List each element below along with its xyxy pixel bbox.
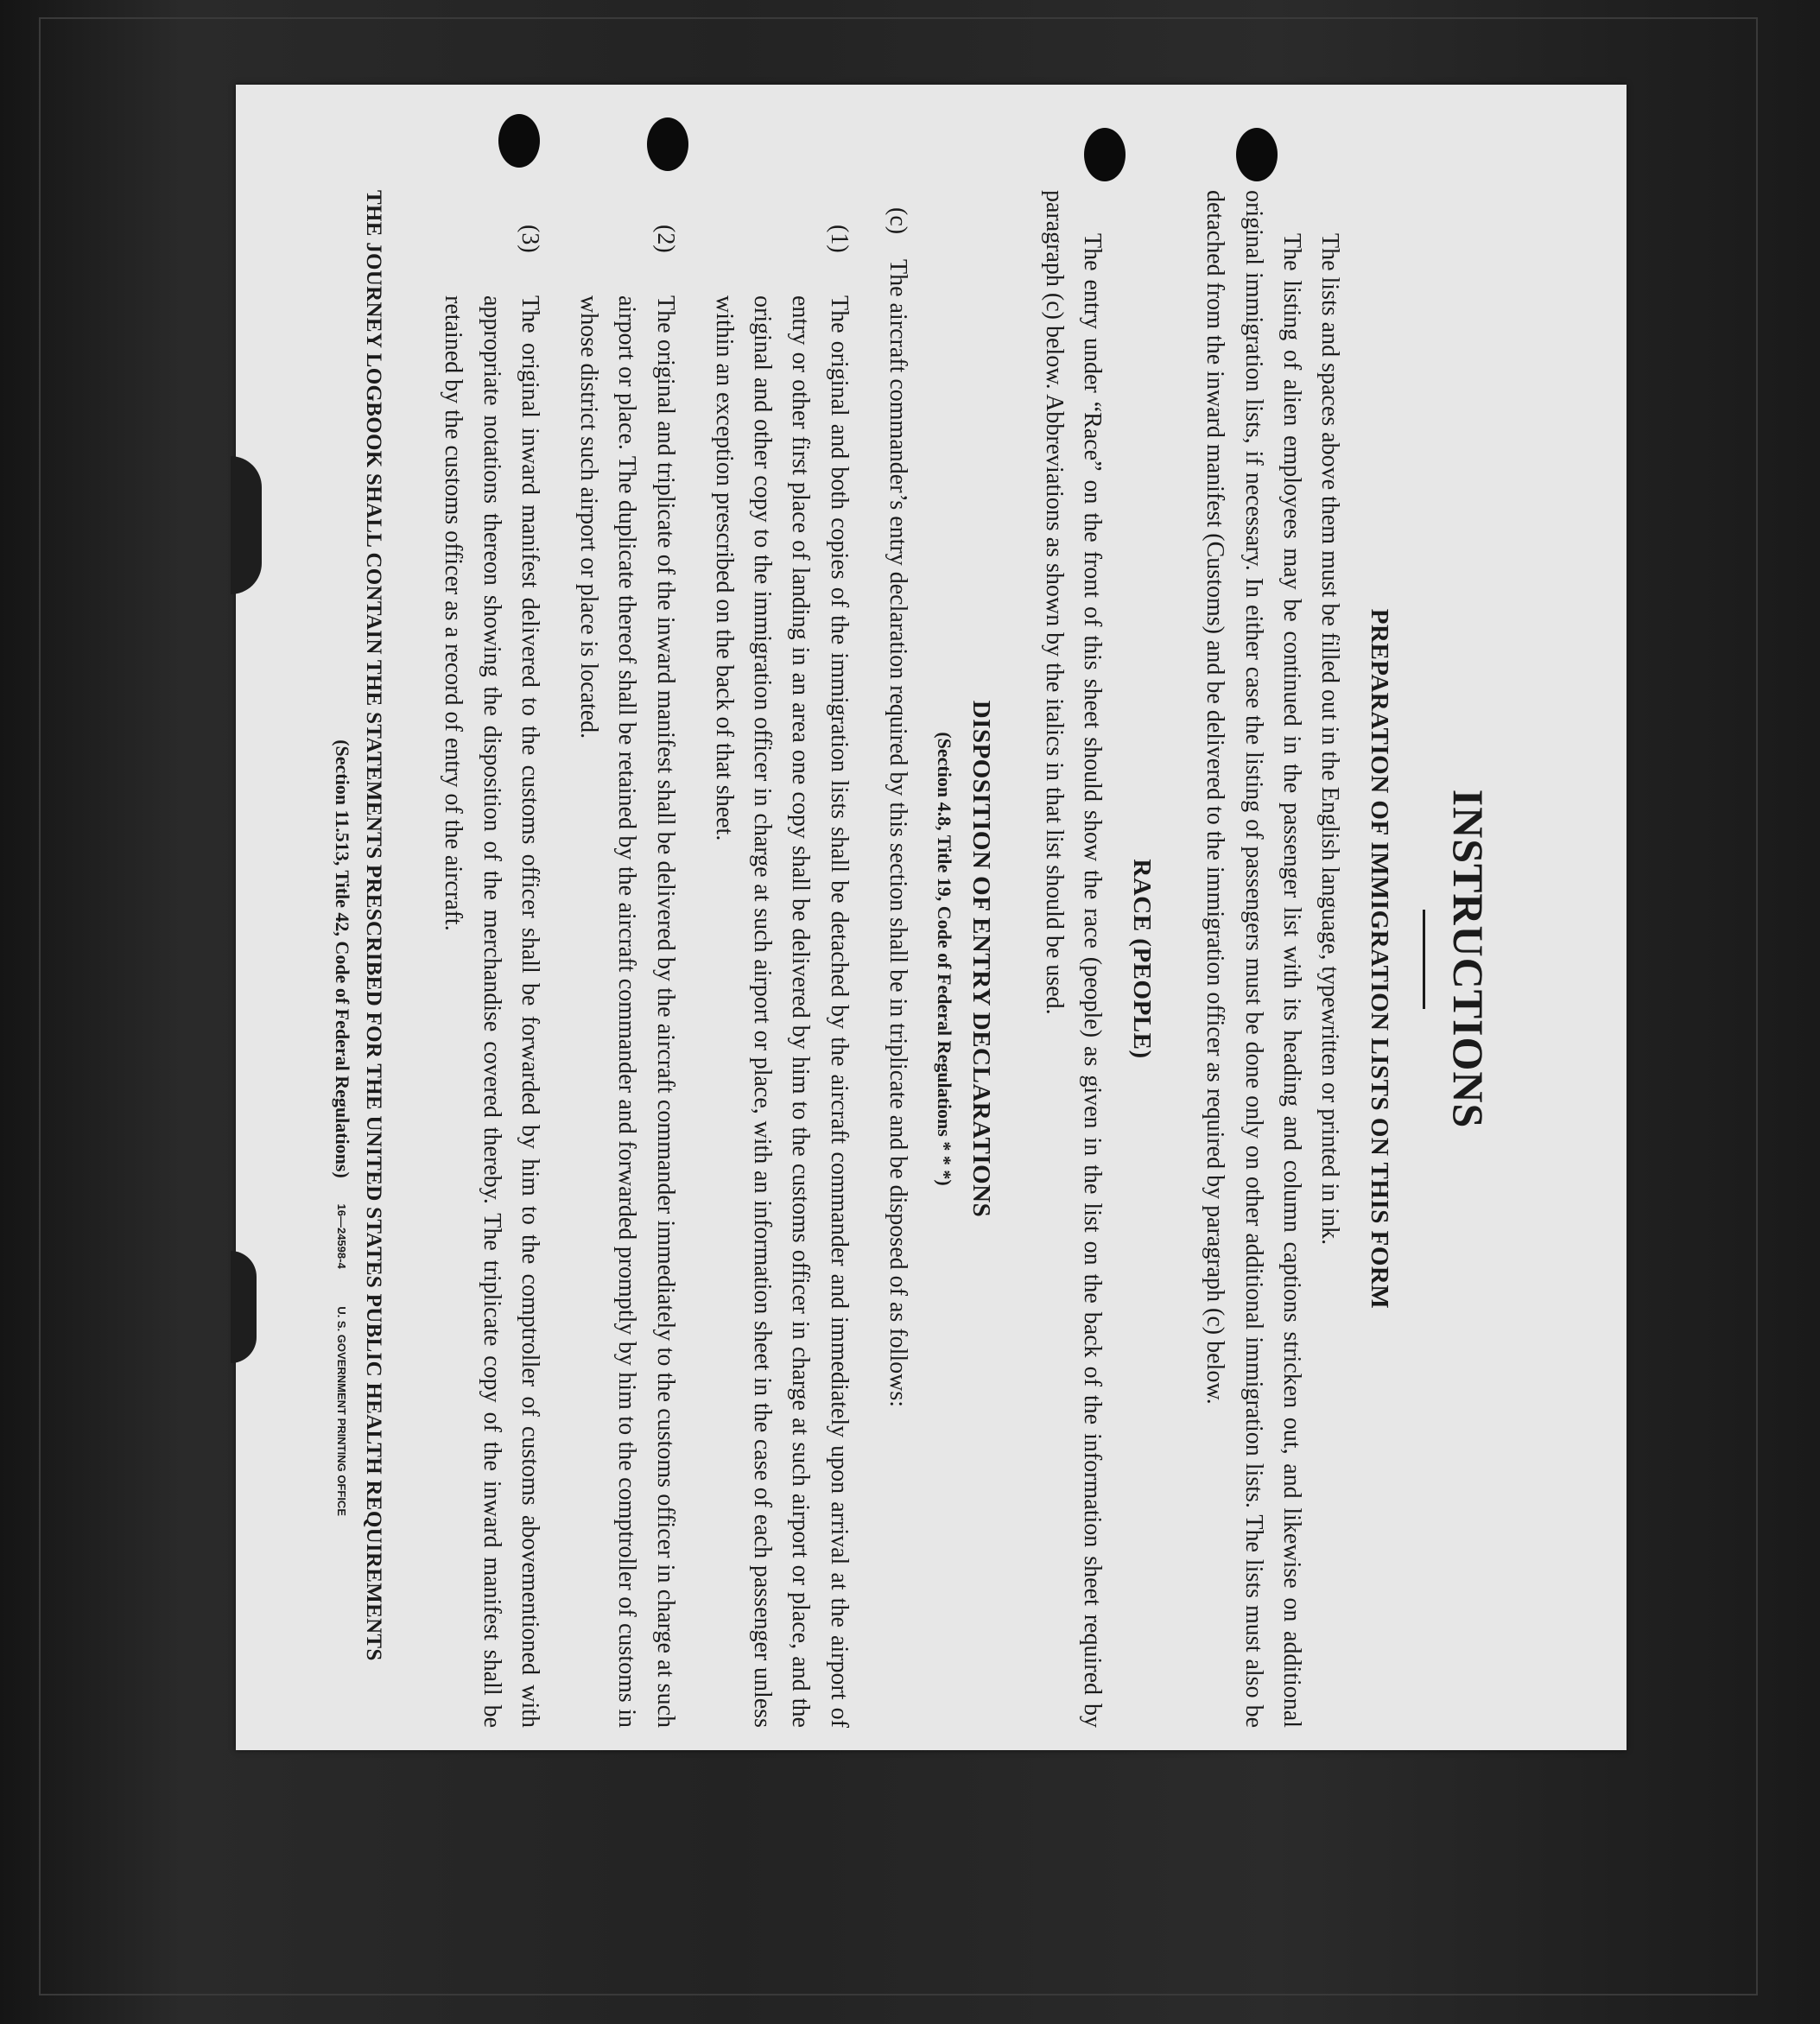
disposition-intro-label: (c) xyxy=(884,207,911,235)
rotated-content xyxy=(302,190,1494,1728)
preparation-paragraph-1: The lists and spaces above them must be filled out in the English language, typewritten or printed in ink. xyxy=(1316,233,1344,1246)
punch-hole xyxy=(498,114,540,168)
disposition-item xyxy=(569,190,684,1728)
disposition-item-number: (2) xyxy=(651,225,679,253)
preparation-paragraph-2: The listing of alien employees may be continued in the passenger list with its heading and column captions stricken out, and likewise on additional original immigration lists, if necessary. In either case the listing of passengers must be done only on other additional immigration lists. The lists must also be detached from the inward manifest (Customs) and be delivered to the immigration officer as required by paragraph (c) below. xyxy=(1202,190,1305,1728)
punch-hole xyxy=(1236,128,1278,181)
title-underline xyxy=(1423,910,1425,1009)
printer-footer xyxy=(332,190,350,1728)
form-number: 16—24598-4 xyxy=(335,1203,348,1269)
punch-hole xyxy=(1084,128,1126,181)
section-heading-disposition: DISPOSITION OF ENTRY DECLARATIONS xyxy=(967,700,995,1218)
page-title: INSTRUCTIONS xyxy=(1444,789,1493,1129)
punch-hole xyxy=(647,117,688,171)
logbook-citation: (Section 11.513, Title 42, Code of Federal Regulations) xyxy=(331,739,353,1178)
disposition-item-text: The original inward manifest delivered to the customs officer shall be forwarded by him to the comptroller of customs abovementioned with appropriate notations thereon showing the disposition of the merchandise covered thereby. The triplicate copy of the inward manifest shall be retained by the customs officer as a record of entry of the aircraft. xyxy=(440,295,543,1728)
disposition-intro xyxy=(878,190,916,1728)
race-paragraph: The entry under “Race” on the front of this sheet should show the race (people) as given in the list on the back of the information sheet required by paragraph (c) below. Abbreviations as shown by the italics in that list should be used. xyxy=(1041,190,1107,1728)
logbook-statement: THE JOURNEY LOGBOOK SHALL CONTAIN THE STATEMENTS PRESCRIBED FOR THE UNITED STATES PUBLIC HEALTH REQUIREMENTS xyxy=(362,190,386,1661)
disposition-item xyxy=(434,190,549,1728)
disposition-item-text: The original and both copies of the immigration lists shall be detached by the aircraft commander and immediately upon arrival at the airport of entry or other first place of landing in an area one copy shall be delivered by him to the customs officer in charge at such airport or place, and the original and other copy to the immigration officer in charge at such airport or place, with an information sheet in the case of each passenger unless within an exception prescribed on the back of that sheet. xyxy=(710,295,853,1728)
disposition-item-number: (3) xyxy=(516,225,543,253)
torn-edge xyxy=(231,1251,257,1363)
disposition-intro-text: The aircraft commander’s entry declaration required by this section shall be in triplicate and be disposed of as follows: xyxy=(884,259,911,1408)
section-heading-preparation: PREPARATION OF IMMIGRATION LISTS ON THIS FORM xyxy=(1366,608,1393,1310)
torn-edge xyxy=(231,456,262,594)
disposition-item-number: (1) xyxy=(825,225,853,253)
disposition-citation: (Section 4.8, Title 19, Code of Federal Regulations * * *) xyxy=(934,732,956,1186)
disposition-item-text: The original and triplicate of the inward manifest shall be delivered by the aircraft commander immediately to the customs officer in charge at such airport or place. The duplicate thereof shall be retained by the aircraft commander and forwarded promptly by him to the comptroller of customs in whose district such airport or place is located. xyxy=(575,295,679,1728)
disposition-item xyxy=(705,190,858,1728)
section-heading-race: RACE (PEOPLE) xyxy=(1128,859,1157,1059)
printer-imprint: U. S. GOVERNMENT PRINTING OFFICE xyxy=(335,1306,348,1516)
